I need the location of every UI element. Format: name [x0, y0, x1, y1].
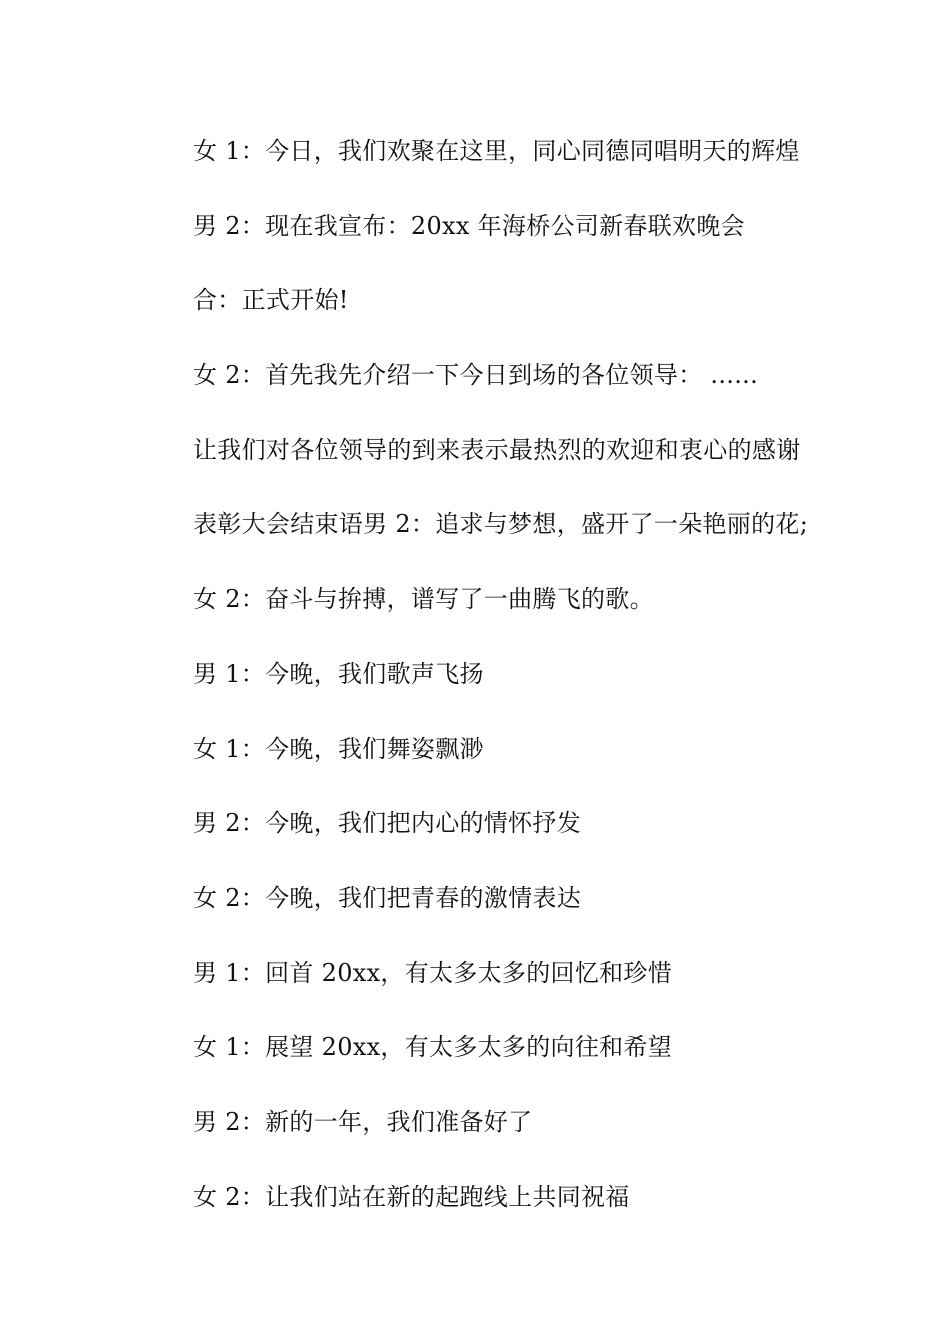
script-line: 男 2：新的一年，我们准备好了	[193, 1107, 533, 1136]
script-line: 男 1：今晚，我们歌声飞扬	[193, 659, 484, 688]
script-line: 女 2：奋斗与拚搏，谱写了一曲腾飞的歌。	[193, 585, 654, 614]
script-line: 男 2：现在我宣布：20xx 年海桥公司新春联欢晚会	[193, 211, 745, 240]
script-line: 女 2：让我们站在新的起跑线上共同祝福	[193, 1182, 630, 1211]
script-line: 让我们对各位领导的到来表示最热烈的欢迎和衷心的感谢	[193, 435, 801, 464]
script-line: 男 2：今晚，我们把内心的情怀抒发	[193, 809, 581, 838]
script-line: 女 1：今日，我们欢聚在这里，同心同德同唱明天的辉煌	[193, 137, 800, 165]
script-line: 合：正式开始!	[193, 286, 349, 315]
script-line: 女 2：今晚，我们把青春的激情表达	[193, 883, 581, 912]
script-line: 女 2：首先我先介绍一下今日到场的各位领导： ......	[193, 361, 758, 390]
script-line: 女 1：展望 20xx，有太多太多的向往和希望	[193, 1033, 673, 1062]
script-line: 女 1：今晚，我们舞姿飘渺	[193, 734, 484, 763]
script-line: 男 1：回首 20xx，有太多太多的回忆和珍惜	[193, 958, 673, 987]
script-lines	[193, 132, 833, 1252]
script-line: 表彰大会结束语男 2：追求与梦想，盛开了一朵艳丽的花;	[193, 510, 809, 539]
